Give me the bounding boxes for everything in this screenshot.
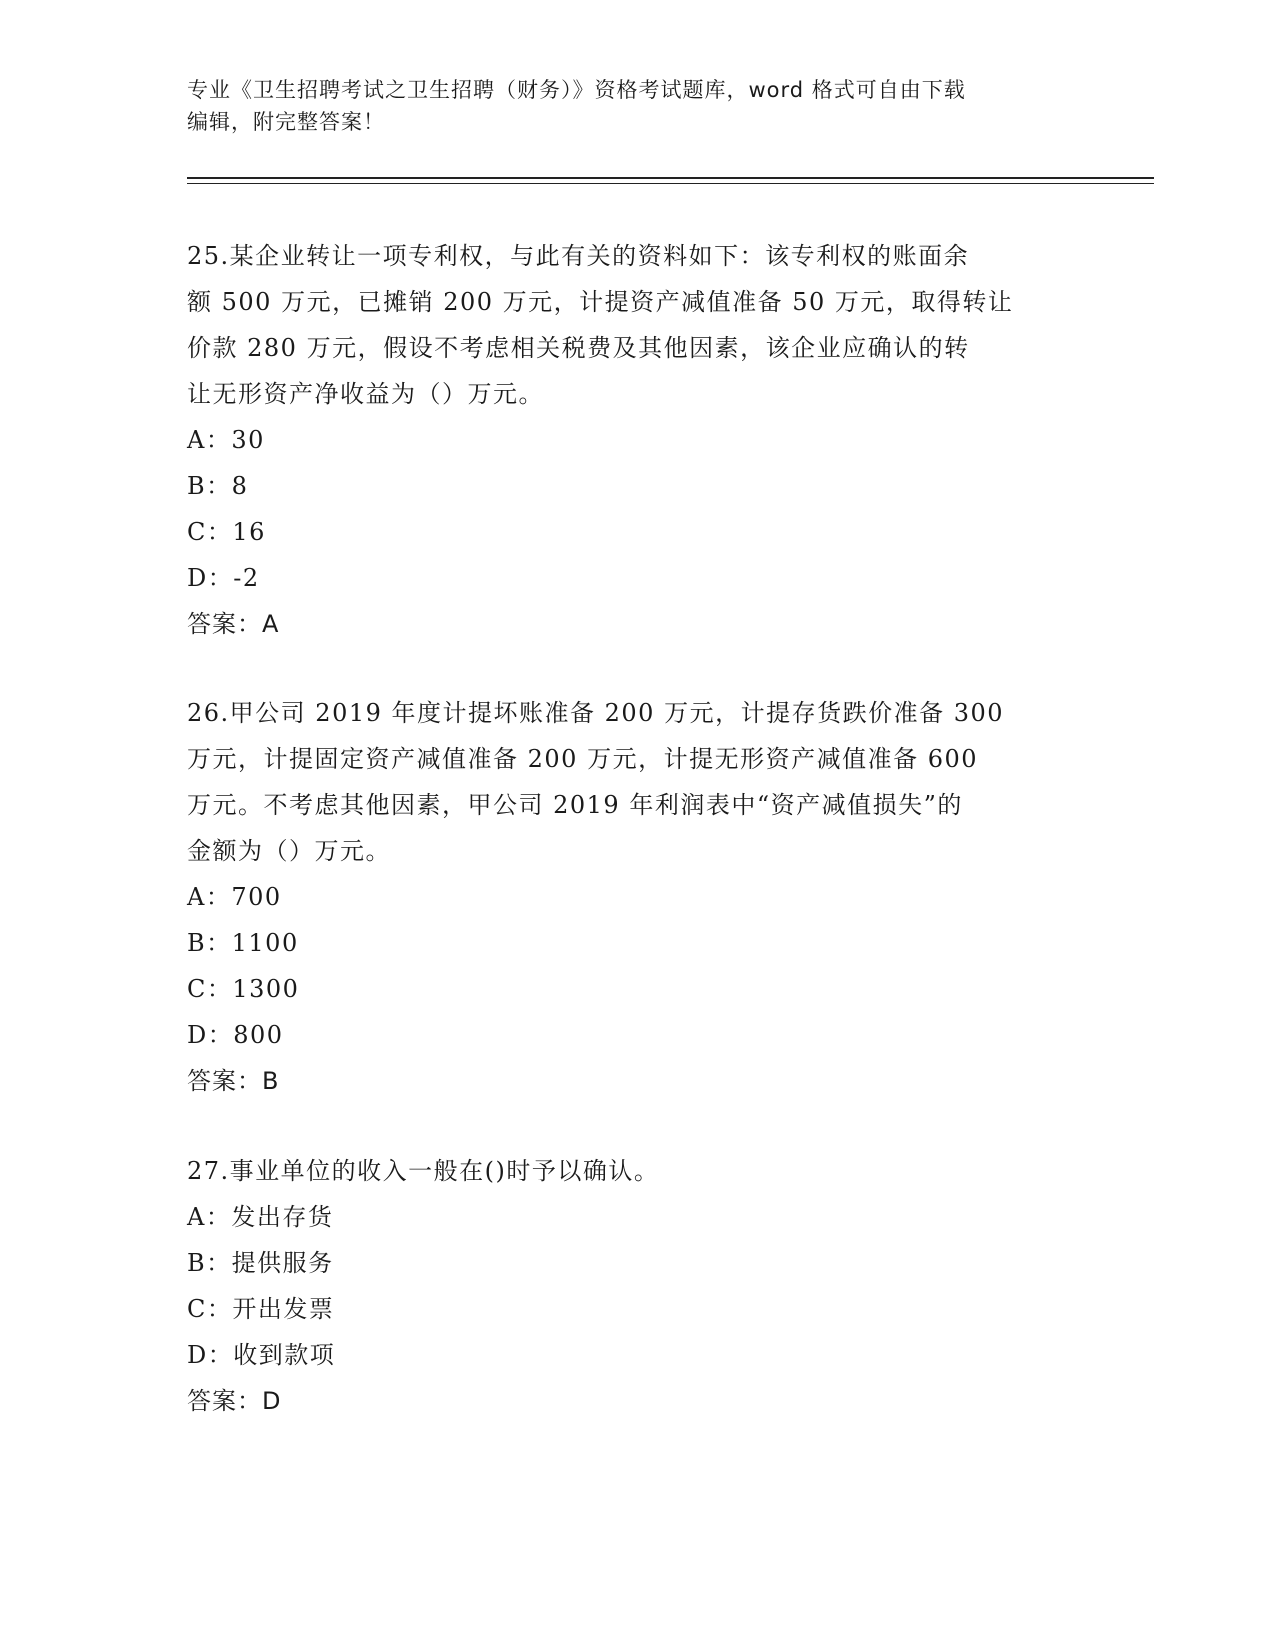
document-header bbox=[187, 74, 1087, 138]
question-line: 价款 280 万元，假设不考虑相关税费及其他因素，该企业应确认的转 bbox=[187, 334, 970, 362]
header-divider-thin bbox=[187, 183, 1154, 184]
option-b: B：8 bbox=[187, 472, 249, 500]
header-divider-thick bbox=[187, 177, 1154, 179]
header-line-1: 专业《卫生招聘考试之卫生招聘（财务）》资格考试题库，word 格式可自由下载 bbox=[187, 78, 966, 102]
option-c: C：开出发票 bbox=[187, 1295, 335, 1323]
answer: 答案：D bbox=[187, 1387, 282, 1415]
question-line: 万元，计提固定资产减值准备 200 万元，计提无形资产减值准备 600 bbox=[187, 745, 979, 773]
question-26 bbox=[187, 690, 1077, 1104]
question-line: 让无形资产净收益为（）万元。 bbox=[187, 380, 544, 408]
question-line: 27.事业单位的收入一般在()时予以确认。 bbox=[187, 1157, 660, 1185]
option-d: D：-2 bbox=[187, 564, 260, 592]
option-b: B：提供服务 bbox=[187, 1249, 334, 1277]
question-27 bbox=[187, 1148, 1077, 1424]
answer: 答案：B bbox=[187, 1067, 280, 1095]
option-a: A：30 bbox=[187, 426, 265, 454]
question-line: 25.某企业转让一项专利权，与此有关的资料如下：该专利权的账面余 bbox=[187, 242, 970, 270]
answer: 答案：A bbox=[187, 610, 280, 638]
option-a: A：700 bbox=[187, 883, 282, 911]
option-d: D：800 bbox=[187, 1021, 284, 1049]
option-a: A：发出存货 bbox=[187, 1203, 334, 1231]
option-d: D：收到款项 bbox=[187, 1341, 336, 1369]
question-line: 26.甲公司 2019 年度计提坏账准备 200 万元，计提存货跌价准备 300 bbox=[187, 699, 1005, 727]
question-line: 万元。不考虑其他因素，甲公司 2019 年利润表中“资产减值损失”的 bbox=[187, 791, 963, 819]
question-line: 额 500 万元，已摊销 200 万元，计提资产减值准备 50 万元，取得转让 bbox=[187, 288, 1014, 316]
option-c: C：16 bbox=[187, 518, 266, 546]
header-line-2: 编辑，附完整答案！ bbox=[187, 110, 385, 134]
option-b: B：1100 bbox=[187, 929, 299, 957]
question-25 bbox=[187, 233, 1077, 647]
question-line: 金额为（）万元。 bbox=[187, 837, 391, 865]
option-c: C：1300 bbox=[187, 975, 300, 1003]
